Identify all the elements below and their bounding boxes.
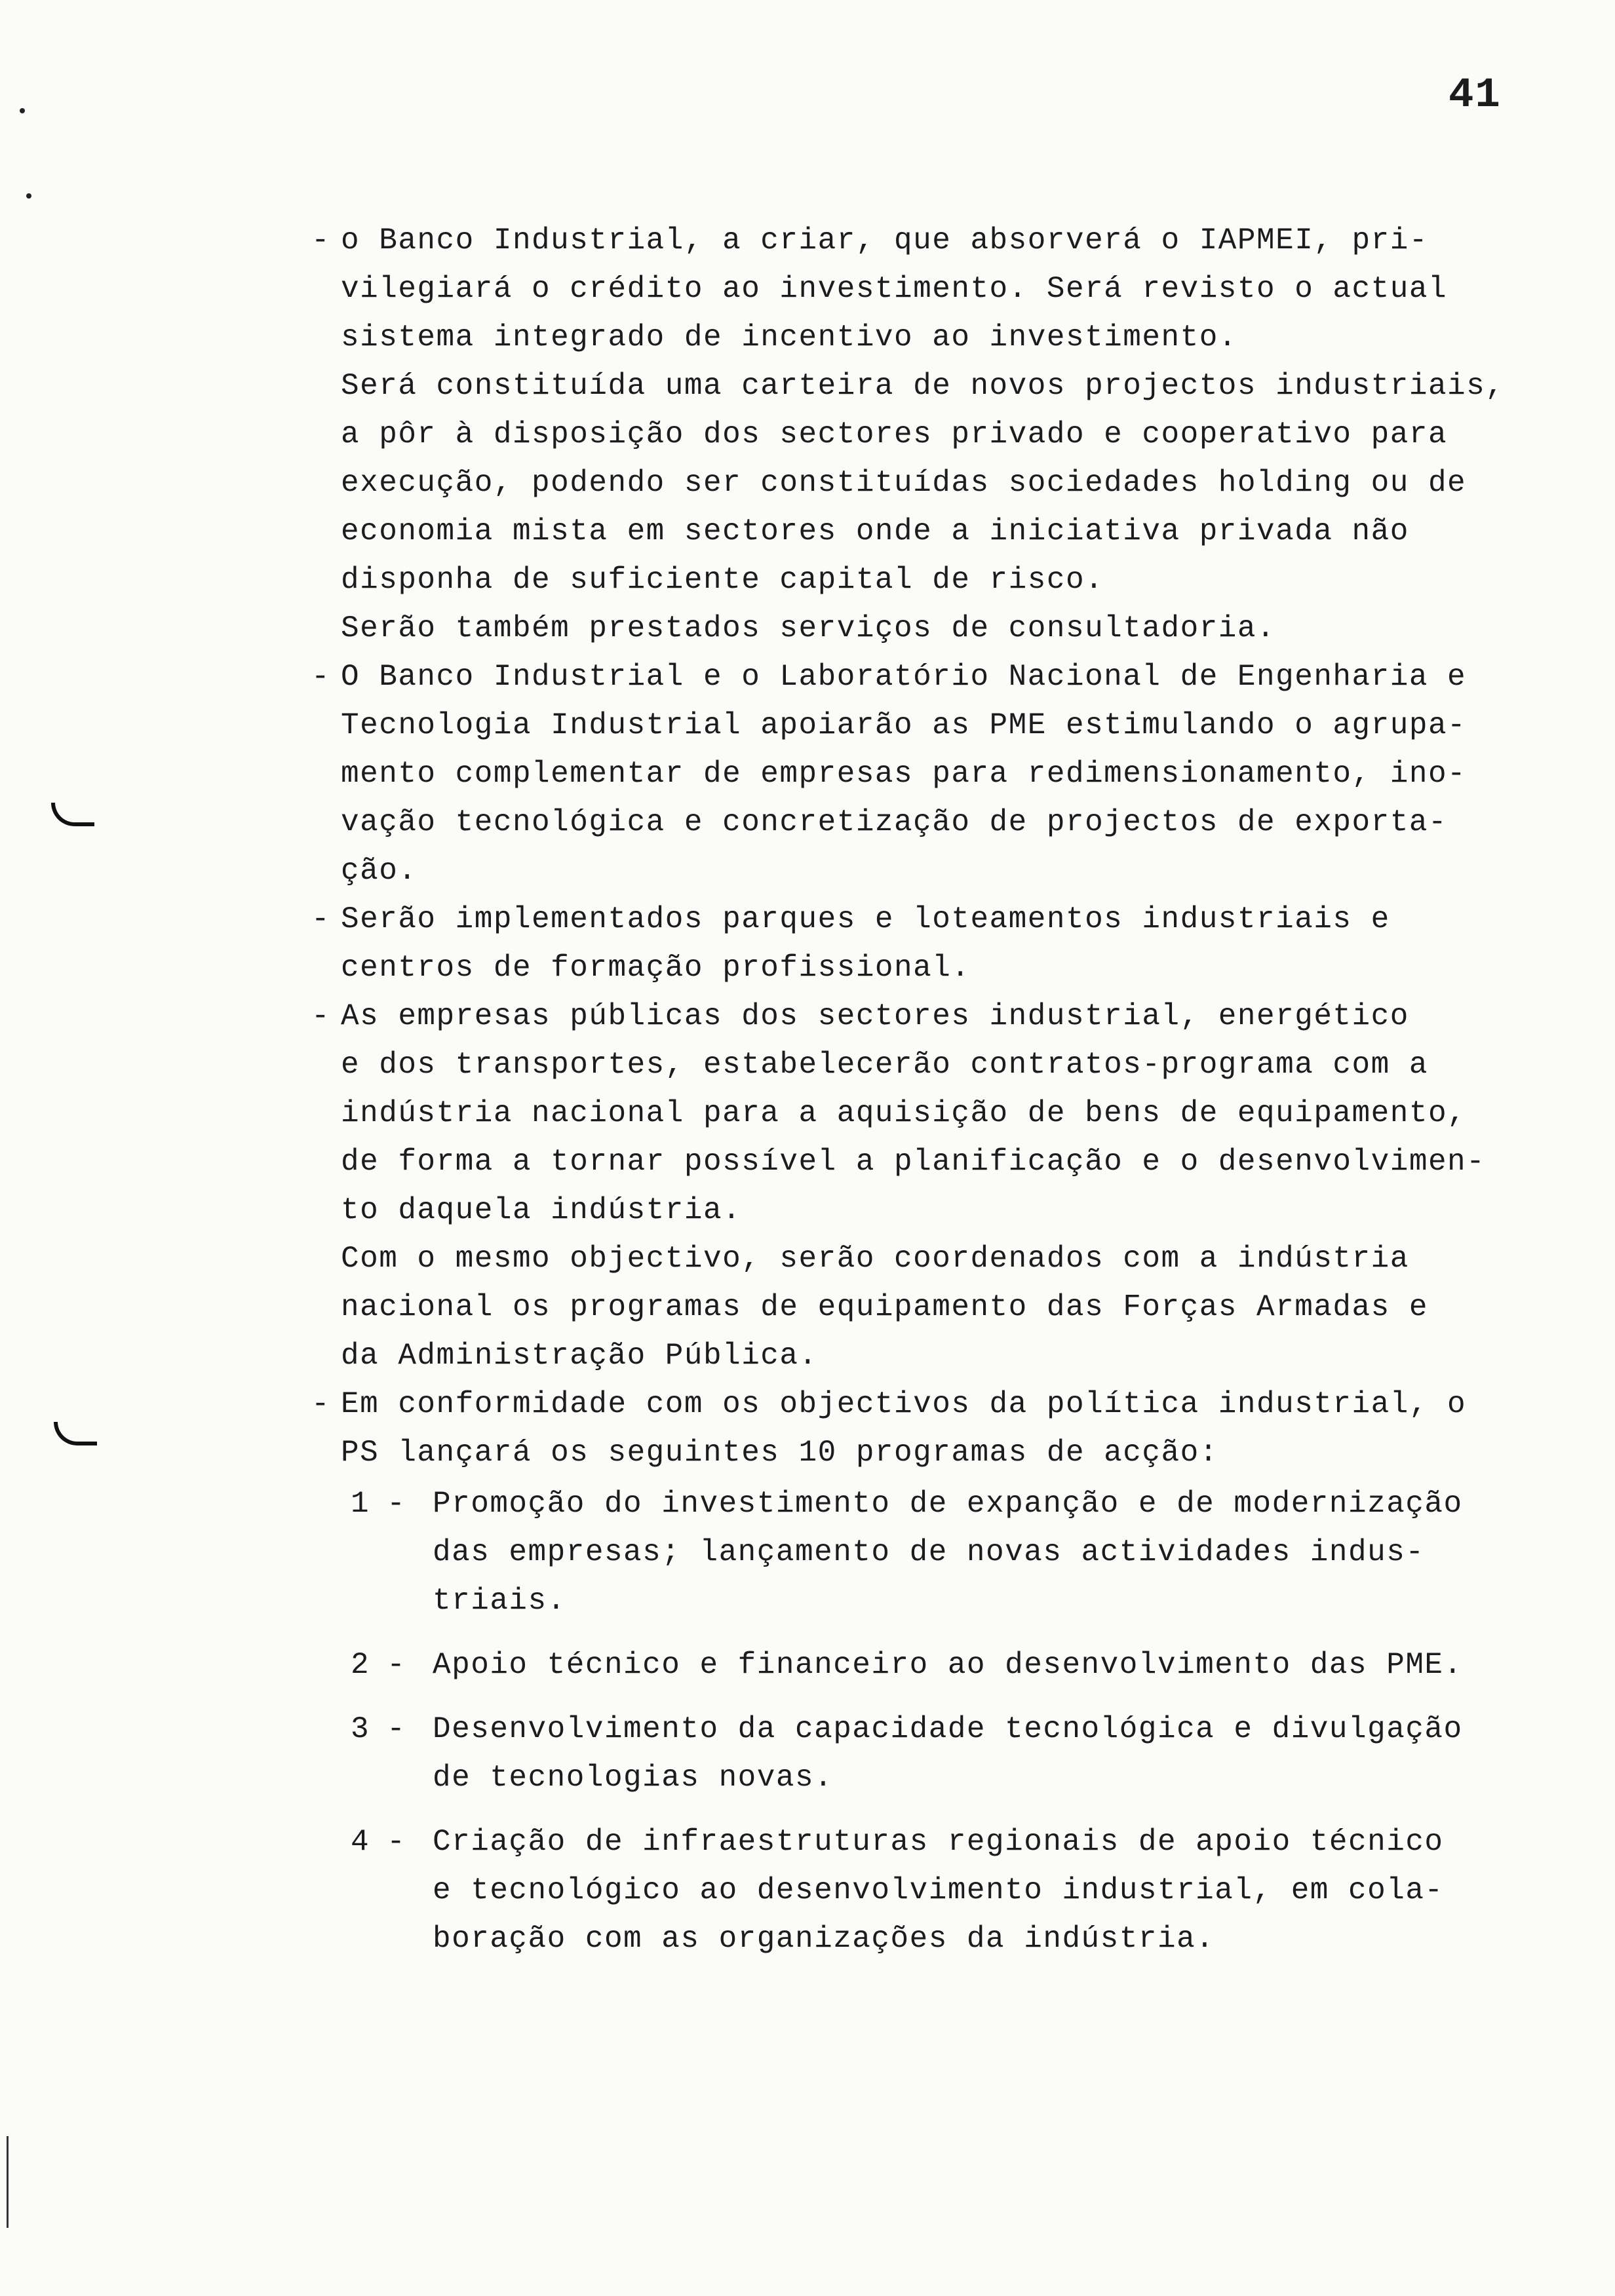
program-item-3: [351, 1705, 1586, 1802]
text-line: mento complementar de empresas para redimensionamento, ino-: [341, 757, 1467, 791]
text-line: a pôr à disposição dos sectores privado e cooperativo para: [341, 417, 1448, 451]
scan-edge-line: [7, 2136, 9, 2228]
text-line: economia mista em sectores onde a iniciativa privada não: [341, 514, 1409, 548]
text-line: centros de formação profissional.: [341, 951, 971, 985]
margin-check-mark: [54, 1422, 97, 1445]
bullet-dash: -: [311, 902, 330, 936]
bullet-banco-industrial: [311, 216, 1586, 653]
text-line: Será constituída uma carteira de novos projectos industriais,: [341, 369, 1505, 403]
text-line: e tecnológico ao desenvolvimento industrial, em cola-: [433, 1873, 1444, 1907]
program-number: 3 -: [351, 1712, 405, 1746]
bullet-dash: -: [311, 999, 330, 1033]
text-line: execução, podendo ser constituídas sociedades holding ou de: [341, 466, 1467, 500]
text-line: Tecnologia Industrial apoiarão as PME estimulando o agrupa-: [341, 708, 1467, 742]
text-line: Serão também prestados serviços de consultadoria.: [341, 611, 1276, 645]
program-item-2: [351, 1641, 1586, 1689]
text-line: de tecnologias novas.: [433, 1761, 834, 1795]
document-body: [311, 216, 1586, 1963]
program-number: 1 -: [351, 1487, 405, 1521]
text-line: PS lançará os seguintes 10 programas de acção:: [341, 1436, 1218, 1470]
text-line: Apoio técnico e financeiro ao desenvolvimento das PME.: [433, 1648, 1463, 1682]
program-number: 4 -: [351, 1825, 405, 1859]
text-line: Em conformidade com os objectivos da política industrial, o: [341, 1387, 1467, 1421]
text-line: indústria nacional para a aquisição de bens de equipamento,: [341, 1096, 1467, 1130]
text-line: Serão implementados parques e loteamentos industriais e: [341, 902, 1390, 936]
text-line: da Administração Pública.: [341, 1339, 818, 1373]
text-line: Com o mesmo objectivo, serão coordenados com a indústria: [341, 1242, 1409, 1276]
page-number: 41: [1449, 72, 1502, 119]
program-number: 2 -: [351, 1648, 405, 1682]
text-line: Criação de infraestruturas regionais de apoio técnico: [433, 1825, 1444, 1859]
text-line: disponha de suficiente capital de risco.: [341, 563, 1104, 597]
text-line: vilegiará o crédito ao investimento. Será revisto o actual: [341, 272, 1448, 306]
program-item-1: [351, 1480, 1586, 1625]
bullet-laboratorio: [311, 653, 1586, 895]
text-line: de forma a tornar possível a planificação e o desenvolvimen-: [341, 1145, 1486, 1179]
text-line: As empresas públicas dos sectores industrial, energético: [341, 999, 1409, 1033]
text-line: triais.: [433, 1584, 566, 1618]
text-line: O Banco Industrial e o Laboratório Nacional de Engenharia e: [341, 660, 1467, 694]
text-line: sistema integrado de incentivo ao investimento.: [341, 320, 1237, 354]
text-line: das empresas; lançamento de novas actividades indus-: [433, 1535, 1425, 1569]
text-line: e dos transportes, estabelecerão contratos-programa com a: [341, 1048, 1428, 1082]
scan-speck: [26, 193, 31, 199]
text-line: nacional os programas de equipamento das Forças Armadas e: [341, 1290, 1428, 1324]
text-line: Promoção do investimento de expanção e de modernização: [433, 1487, 1463, 1521]
text-line: vação tecnológica e concretização de projectos de exporta-: [341, 805, 1448, 839]
bullet-programas: [311, 1380, 1586, 1477]
bullet-dash: -: [311, 660, 330, 694]
margin-check-mark: [51, 803, 94, 826]
bullet-dash: -: [311, 223, 330, 258]
text-line: ção.: [341, 854, 418, 888]
text-line: to daquela indústria.: [341, 1193, 742, 1227]
bullet-dash: -: [311, 1387, 330, 1421]
program-item-4: [351, 1818, 1586, 1963]
scan-speck: [20, 108, 25, 113]
text-line: boração com as organizações da indústria.: [433, 1922, 1215, 1956]
text-line: o Banco Industrial, a criar, que absorverá o IAPMEI, pri-: [341, 223, 1428, 258]
bullet-empresas-publicas: [311, 992, 1586, 1380]
bullet-parques: [311, 895, 1586, 992]
text-line: Desenvolvimento da capacidade tecnológica e divulgação: [433, 1712, 1463, 1746]
